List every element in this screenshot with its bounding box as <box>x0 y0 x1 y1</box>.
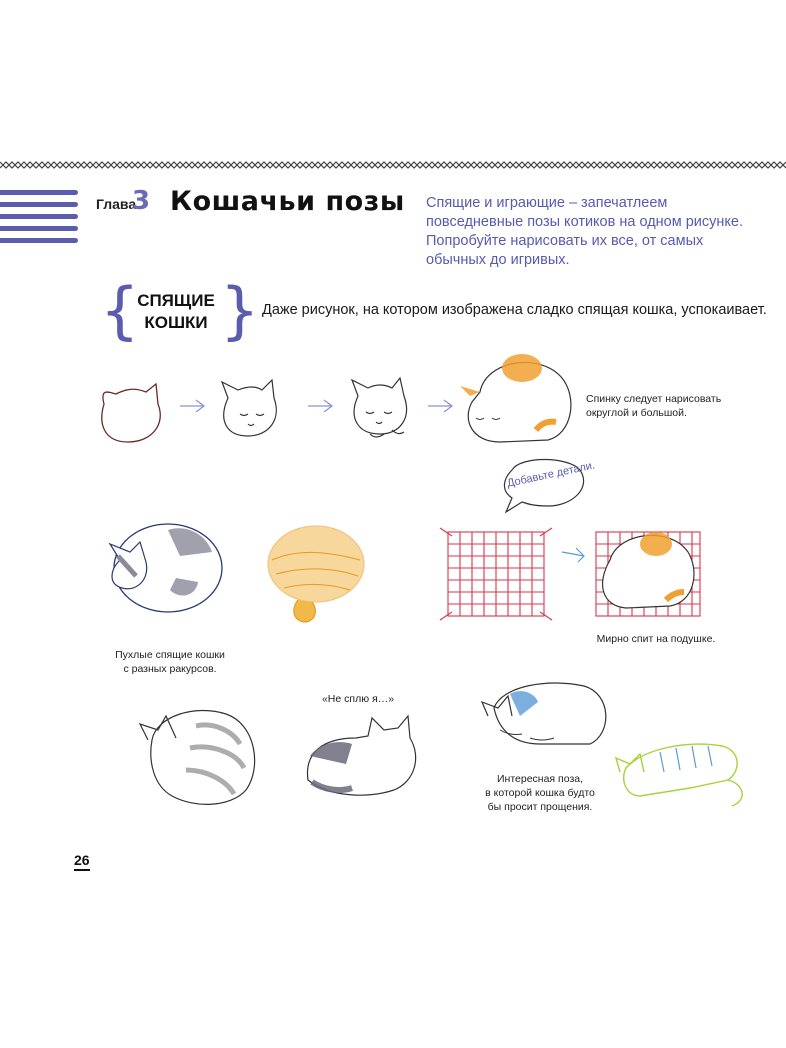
back-tip-caption <box>586 392 726 420</box>
caption-line: округлой и большой. <box>586 407 687 419</box>
stretching-cat-illustration <box>616 744 742 806</box>
awake-cat-illustration <box>307 716 415 795</box>
chapter-number: 3 <box>132 186 151 216</box>
arrow-icon <box>428 400 452 412</box>
caption-line: с разных ракурсов. <box>123 663 217 675</box>
left-brace: { <box>100 274 140 347</box>
yellow-cat-illustration <box>268 526 364 622</box>
page-number: 26 <box>74 852 90 871</box>
arrow-icon <box>180 400 204 412</box>
pillow-caption: Мирно спит на подушке. <box>596 633 716 645</box>
section-title-line: КОШКИ <box>144 313 208 332</box>
page-title: Кошачьи позы <box>170 186 405 217</box>
pillow-illustration <box>440 528 552 620</box>
caption-line: Спинку следует нарисовать <box>586 393 722 405</box>
caption-line: Пухлые спящие кошки <box>115 649 225 661</box>
section-lead: Даже рисунок, на котором изображена сладко спящая кошка, успокаивает. <box>262 302 767 318</box>
chubby-cats-caption <box>110 648 230 676</box>
section-title-line: СПЯЩИЕ <box>137 291 215 310</box>
arrow-icon <box>562 548 584 562</box>
caption-line: бы просит прощения. <box>487 801 593 813</box>
caption-line: в которой кошка будто <box>485 787 595 799</box>
right-brace: } <box>220 274 260 347</box>
cat-step-2-illustration <box>222 380 276 436</box>
chapter-intro: Спящие и играющие – запечатлеем повседневные позы котиков на одном рисунке. Попробуйте нарисовать их все, от самых обычных до игривых. <box>426 195 744 268</box>
cat-step-3-illustration <box>352 378 407 437</box>
cat-step-4-illustration <box>460 354 571 442</box>
cat-step-1-illustration <box>102 384 160 442</box>
striped-cat-illustration <box>140 710 255 804</box>
chapter-label: Глава <box>96 196 137 212</box>
caption-line: Интересная поза, <box>496 773 584 785</box>
arrow-icon <box>308 400 332 412</box>
add-details-caption: Добавьте детали. <box>506 459 597 490</box>
pillow-with-cat-illustration <box>596 532 700 616</box>
chubby-cat-illustration <box>110 524 222 612</box>
interesting-pose-caption <box>470 772 610 814</box>
apologizing-cat-illustration <box>482 683 606 744</box>
not-sleeping-caption: «Не сплю я…» <box>321 693 395 705</box>
